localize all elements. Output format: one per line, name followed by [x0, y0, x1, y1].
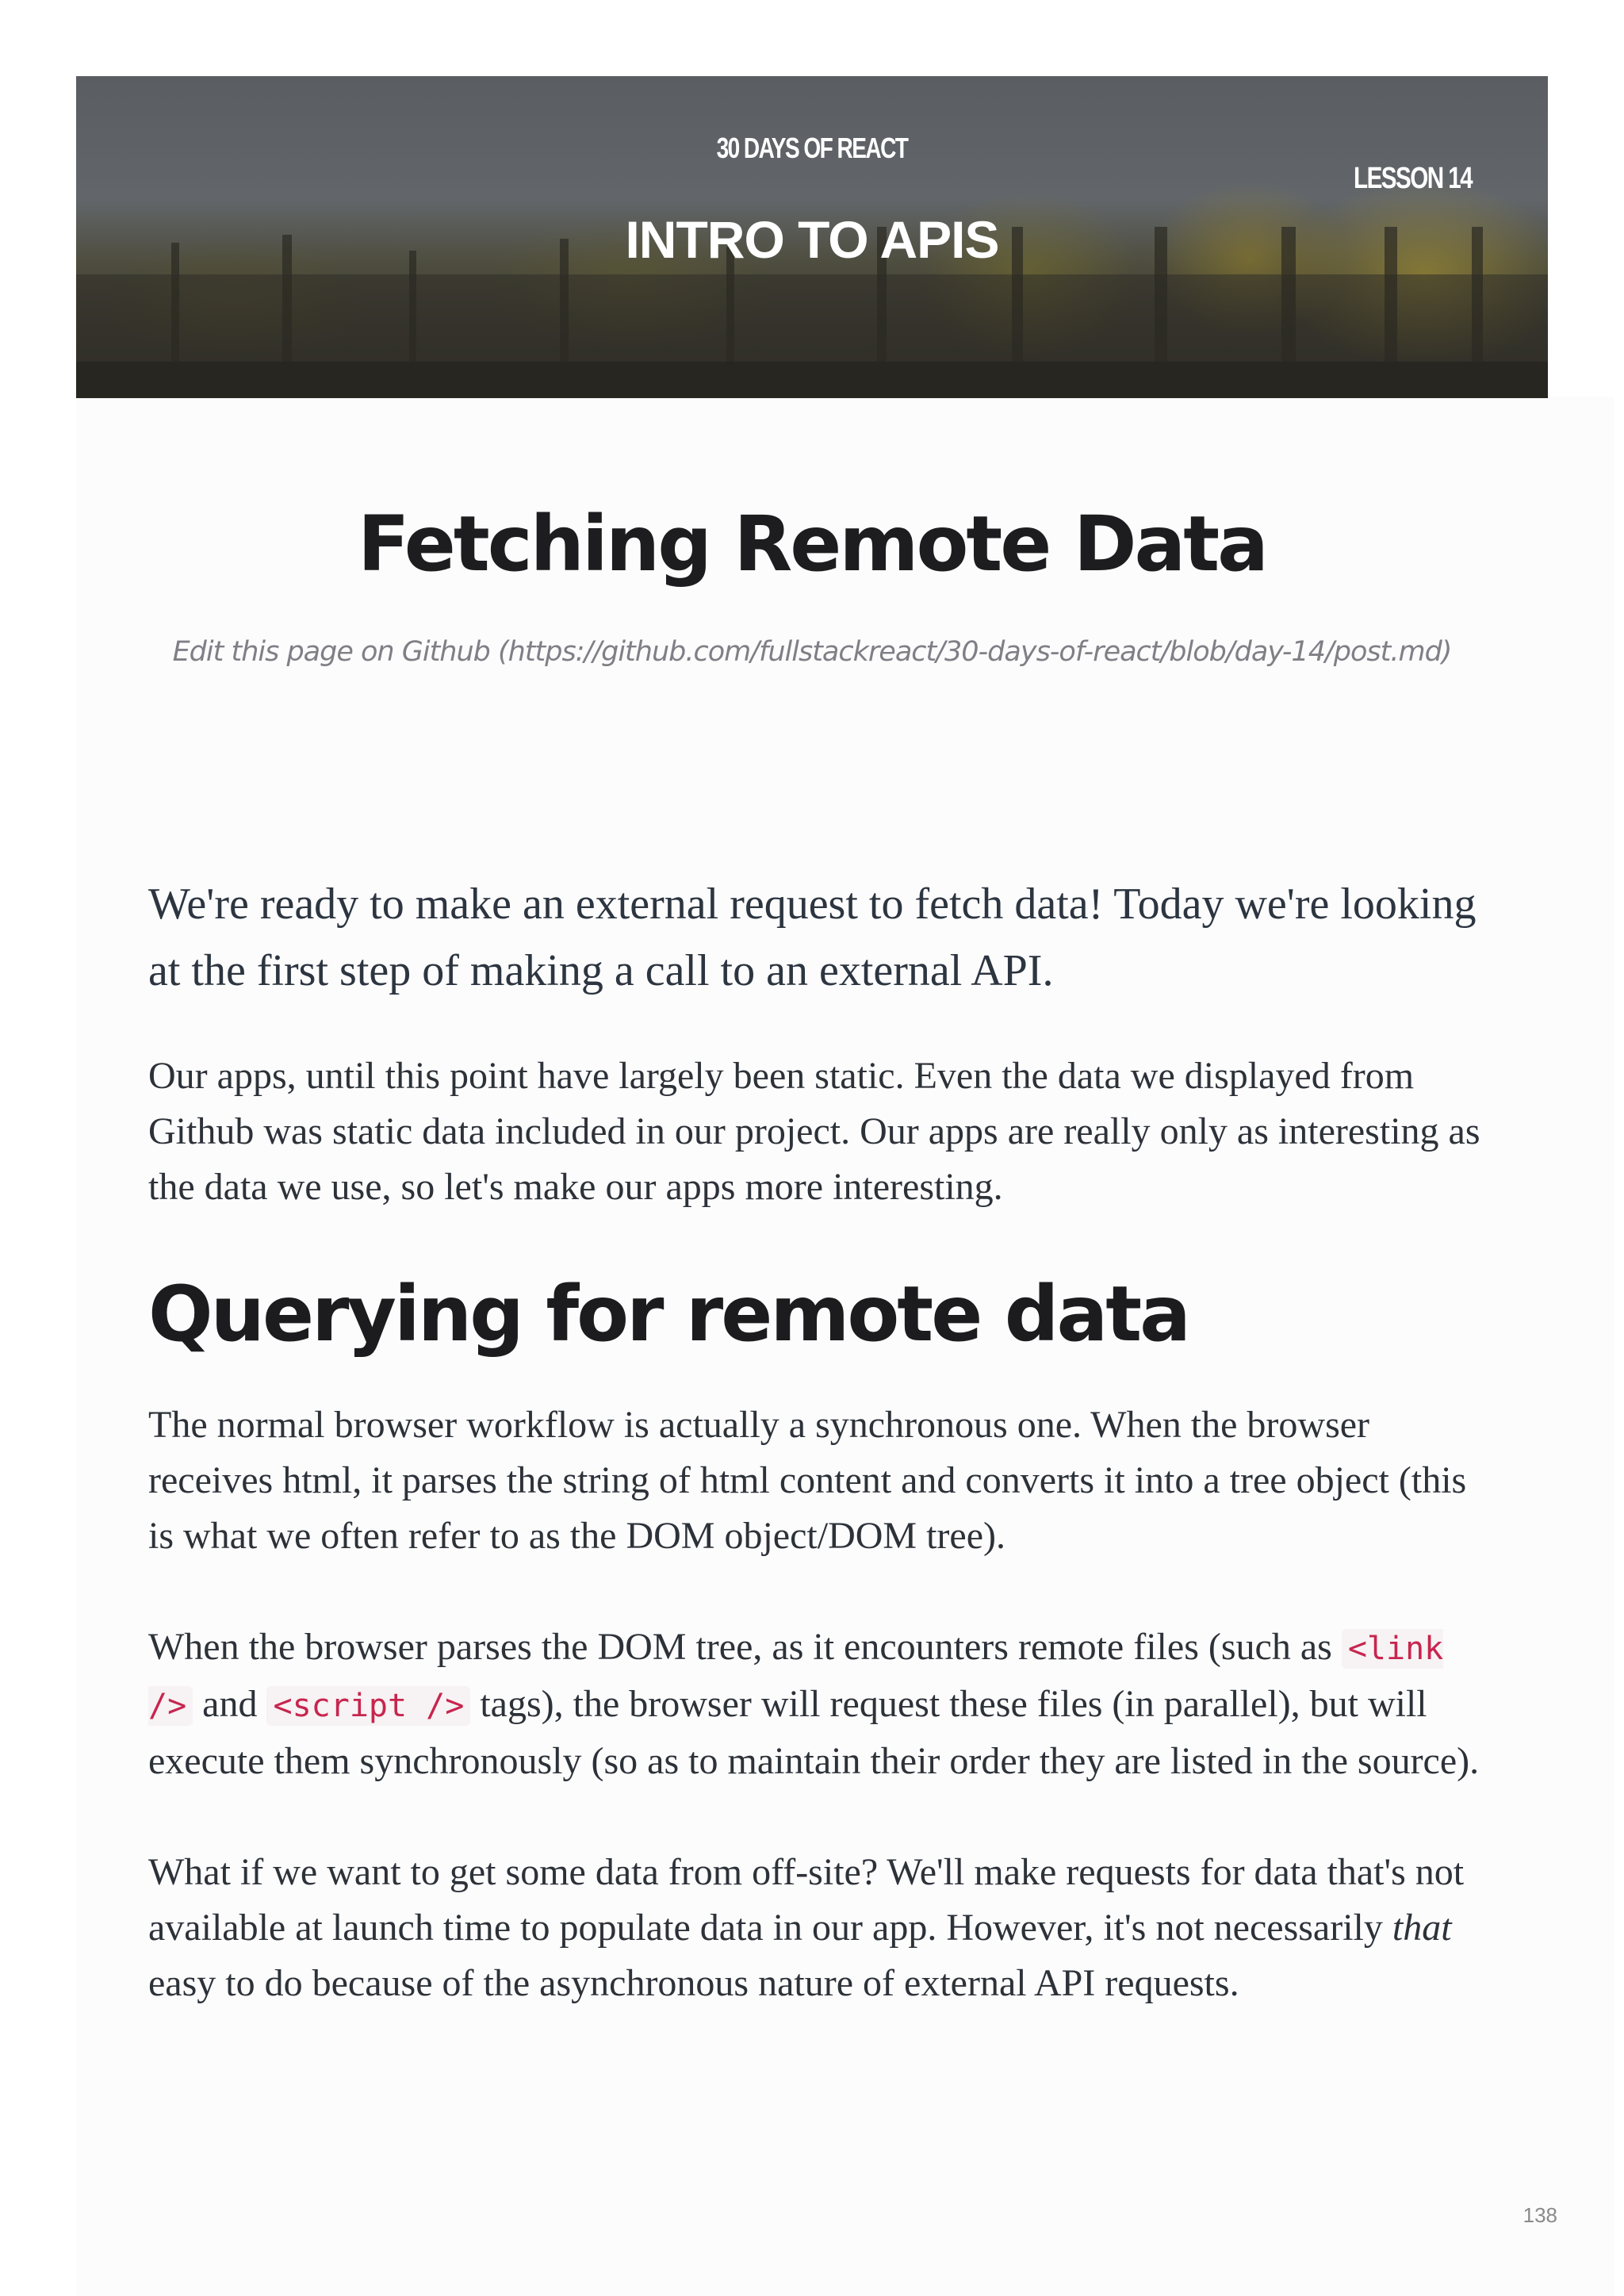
text-fragment: What if we want to get some data from off-site? We'll make requests for data that's not available at launch time to populate data in our app. However, it's not necessarily	[148, 1851, 1465, 1949]
text-fragment: easy to do because of the asynchronous nature of external API requests.	[148, 1962, 1239, 2004]
text-fragment: tags), the browser will request these files (in parallel), but will execute them synchronously (so as to maintain their order they are listed in the source).	[148, 1683, 1480, 1782]
article-content	[148, 871, 1488, 2067]
lesson-banner	[76, 76, 1548, 398]
inline-code-link: <link />	[148, 1631, 1444, 1724]
section-heading: Querying for remote data	[148, 1270, 1189, 1359]
paragraph-browser-workflow: The normal browser workflow is actually a synchronous one. When the browser receives html, it parses the string of html content and converts it into a tree object (this is what we often refer to as the DOM object/DOM tree).	[148, 1404, 1467, 1557]
inline-code-script: <script />	[266, 1686, 470, 1726]
lead-paragraph: We're ready to make an external request to fetch data! Today we're looking at the first step of making a call to an external API.	[148, 880, 1477, 995]
paragraph-off-site-data	[148, 1845, 1488, 2011]
emphasis-text: that	[1392, 1907, 1452, 1949]
paragraph-static-apps: Our apps, until this point have largely been static. Even the data we displayed from Github was static data included in our project. Our apps are really only as interesting as the data we use, so let's make our apps more interesting.	[148, 1055, 1480, 1208]
text-fragment: and	[193, 1683, 267, 1725]
paragraph-remote-files	[148, 1619, 1488, 1789]
banner-title: INTRO TO APIS	[625, 210, 999, 269]
lesson-number: LESSON 14	[1353, 162, 1472, 195]
series-title: 30 DAYS OF REACT	[716, 132, 908, 164]
page-number: 138	[1522, 2203, 1557, 2227]
page-title: Fetching Remote Data	[358, 500, 1266, 588]
text-fragment: When the browser parses the DOM tree, as it encounters remote files (such as	[148, 1626, 1342, 1668]
edit-on-github-link[interactable]: Edit this page on Github (https://github.com/fullstackreact/30-days-of-react/blob/day-14/post.md)	[172, 636, 1452, 668]
